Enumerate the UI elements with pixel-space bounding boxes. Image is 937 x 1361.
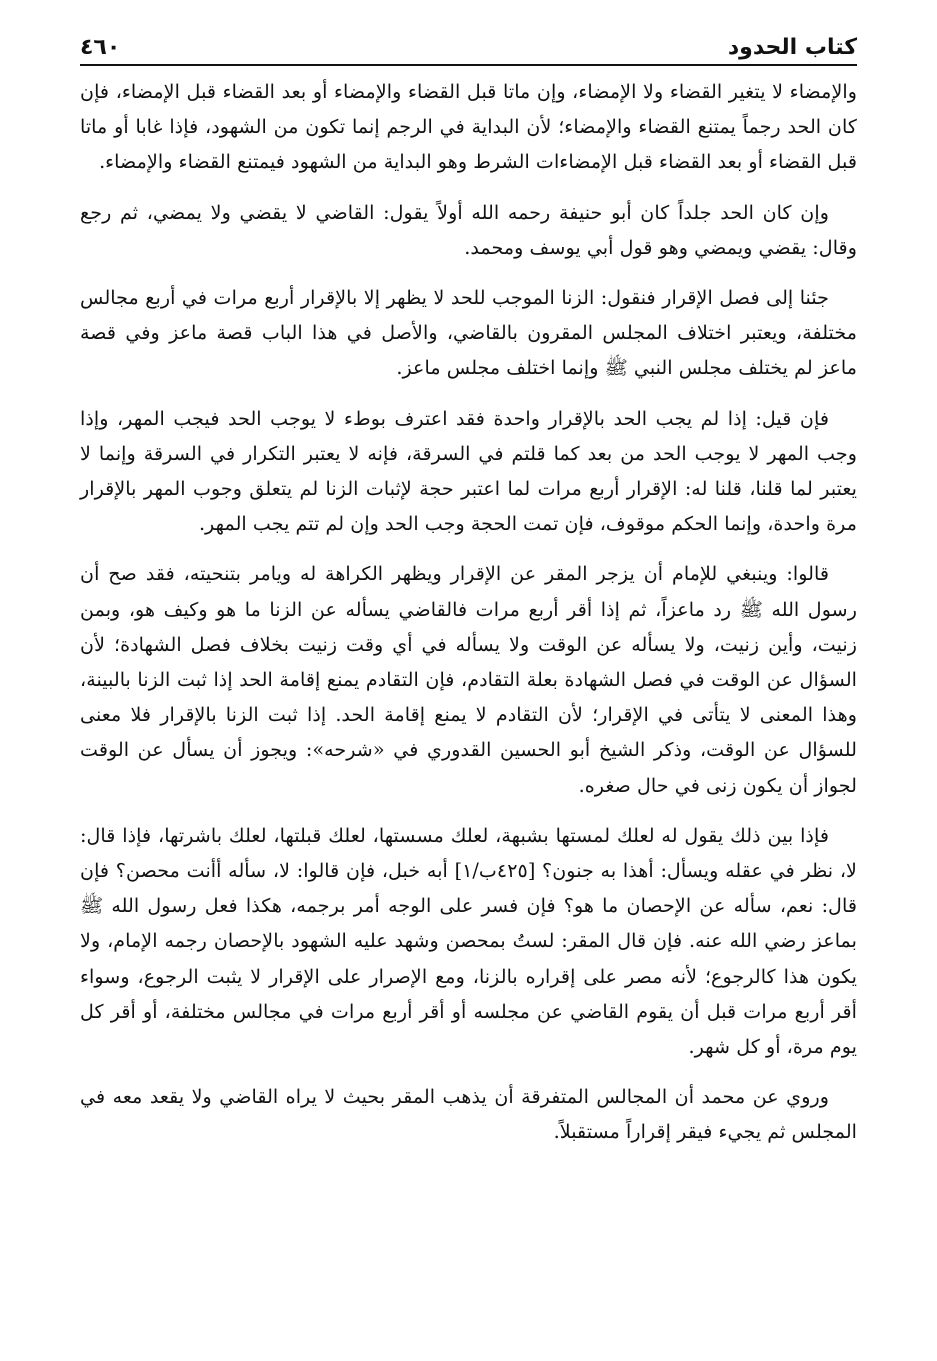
running-title: كتاب الحدود — [727, 35, 857, 60]
paragraph-3: جئنا إلى فصل الإقرار فنقول: الزنا الموجب للحد لا يظهر إلا بالإقرار أربع مرات في أربع مجالس مختلفة، ويعتبر اختلاف المجلس المقرون بالقاضي، والأصل في هذا الباب قصة ماعز وفي قصة ماعز لم يختلف مجلس النبي ﷺ وإنما اختلف مجلس ماعز. — [80, 286, 857, 380]
running-header — [80, 18, 857, 62]
paragraph-2: وإن كان الحد جلداً كان أبو حنيفة رحمه الله أولاً يقول: القاضي لا يقضي ولا يمضي، ثم رجع وقال: يقضي ويمضي وهو قول أبي يوسف ومحمد. — [80, 200, 857, 259]
paragraph-6: فإذا بين ذلك يقول له لعلك لمستها بشبهة، لعلك مسستها، لعلك قبلتها، لعلك باشرتها، فإذا قال: لا، نظر في عقله ويسأل: أهذا به جنون؟ [٤٢٥ب/١] أبه خبل، فإن قالوا: لا، سأله أأنت محصن؟ فإن قال: نعم، سأله عن الإحصان ما هو؟ فإن فسر على الوجه أمر برجمه، هكذا فعل رسول الله ﷺ بماعز رضي الله عنه. فإن قال المقر: لستُ بمحصن وشهد عليه الشهود بالإحصان رجمه الإمام، ولا يكون هذا كالرجوع؛ لأنه مصر على إقراره بالزنا، ومع الإصرار على الإقرار لا يثبت الرجوع، وسواء أقر أربع مرات قبل أن يقوم القاضي عن مجلسه أو أقر أربع مرات في مجالس مختلفة، أو أقر كل يوم مرة، أو كل شهر. — [80, 823, 857, 1059]
header-rule — [80, 64, 857, 66]
paragraph-4: فإن قيل: إذا لم يجب الحد بالإقرار واحدة فقد اعترف بوطء لا يوجب الحد فيجب المهر، وإذا وجب المهر لا يوجب الحد من بعد كما قلتم في السرقة، فإنه لا يعتبر التكرار في السرقة وإنما لا يعتبر لما قلنا، قلنا له: الإقرار أربع مرات لما اعتبر حجة لإثبات الزنا لم يتعلق وجوب المهر بالإقرار مرة واحدة، وإنما الحكم موقوف، فإن تمت الحجة وجب الحد وإن لم تتم يجب المهر. — [80, 406, 857, 536]
page-number: ٤٦٠ — [80, 35, 121, 60]
paragraph-5: قالوا: وينبغي للإمام أن يزجر المقر عن الإقرار ويظهر الكراهة له ويامر بتنحيته، فقد صح أن رسول الله ﷺ رد ماعزاً، ثم إذا أقر أربع مرات فالقاضي يسأله عن الزنا ما هو وكيف هو، وبمن زنيت، وأين زنيت، ولا يسأله عن الوقت ولا يسأله في أي وقت زنيت بخلاف فصل الشهادة؛ لأن السؤال عن الوقت في فصل الشهادة بعلة التقادم، فإن التقادم يمنع إقامة الحد إذا ثبت الزنا بالبينة، وهذا المعنى لا يتأتى في الإقرار؛ لأن التقادم لا يمنع إقامة الحد. إذا ثبت الزنا بالإقرار فلا معنى للسؤال عن الوقت، وذكر الشيخ أبو الحسين القدوري في «شرحه»: ويجوز أن يسأل عن الوقت لجواز أن يكون زنى في حال صغره. — [80, 562, 857, 797]
paragraph-7: وروي عن محمد أن المجالس المتفرقة أن يذهب المقر بحيث لا يراه القاضي ولا يقعد معه في المجلس ثم يجيء فيقر إقراراً مستقبلاً. — [80, 1085, 857, 1144]
paragraph-1: والإمضاء لا يتغير القضاء ولا الإمضاء، وإن ماتا قبل القضاء والإمضاء أو بعد القضاء قبل الإمضاء، فإن كان الحد رجماً يمتنع القضاء والإمضاء؛ لأن البداية في الرجم إنما تكون من الشهود، فإذا غابا أو ماتا قبل القضاء أو بعد القضاء قبل الإمضاءات الشرط وهو البداية من الشهود فيمتنع القضاء والإمضاء. — [80, 80, 857, 174]
main-text — [80, 74, 857, 1165]
